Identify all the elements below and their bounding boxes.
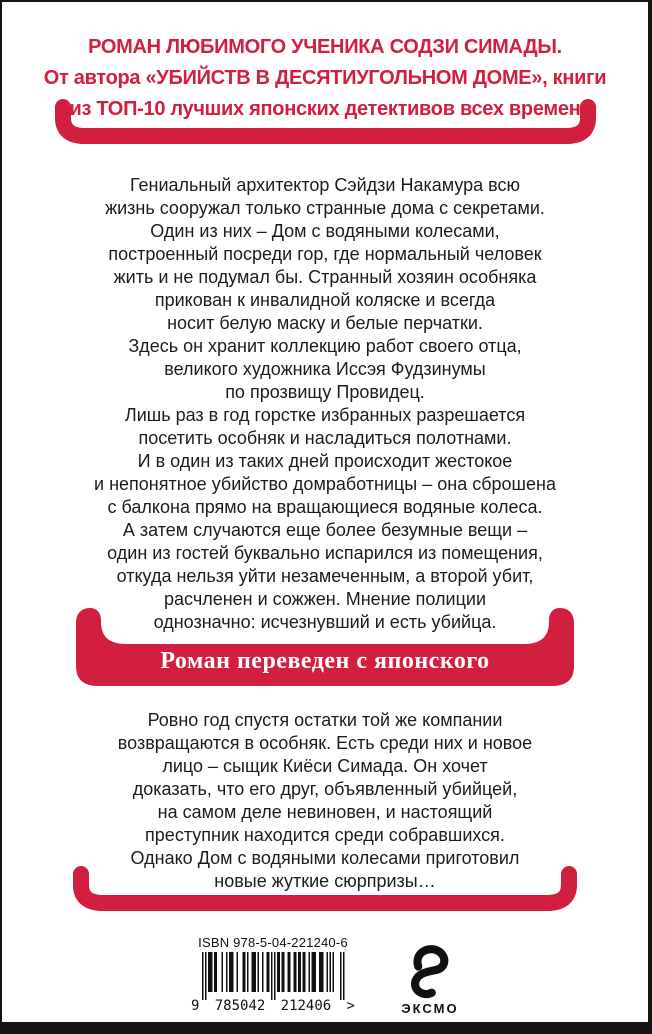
barcode-digit-group: 212406 bbox=[280, 998, 332, 1014]
text-line: И в один из таких дней происходит жестокое bbox=[137, 451, 513, 471]
ribbon-label: Роман переведен с японского bbox=[160, 648, 490, 674]
text-line: Однако Дом с водяными колесами приготовил bbox=[130, 848, 520, 868]
cover-bottom-edge bbox=[0, 1022, 652, 1034]
publisher-block bbox=[401, 943, 459, 1016]
text-line: жить и не подумал бы. Странный хозяин особняка bbox=[113, 267, 537, 287]
text-line: по прозвищу Провидец. bbox=[225, 382, 425, 402]
text-line: и непонятное убийство домработницы – она сброшена bbox=[94, 474, 556, 494]
footer bbox=[2, 935, 648, 1016]
barcode-digits bbox=[191, 998, 355, 1014]
text-line: возвращаются в особняк. Есть среди них и новое bbox=[117, 733, 533, 753]
text-line: преступник находится среди собравшихся. bbox=[145, 825, 505, 845]
publisher-name: ЭКСМО bbox=[401, 1001, 459, 1016]
barcode bbox=[202, 952, 345, 1000]
headline-block bbox=[2, 32, 648, 125]
text-line: носит белую маску и белые перчатки. bbox=[167, 313, 483, 333]
text-line: Здесь он хранит коллекцию работ своего отца, bbox=[128, 336, 522, 356]
text-line: с балкона прямо на вращающиеся водяные колеса. bbox=[107, 497, 543, 517]
text-line: Гениальный архитектор Сэйдзи Накамура всю bbox=[129, 175, 521, 195]
text-line: откуда нельзя уйти незамеченным, а второй убит, bbox=[116, 566, 534, 586]
text-line: построенный посреди гор, где нормальный человек bbox=[108, 244, 542, 264]
text-line: Ровно год спустя остатки той же компании bbox=[147, 710, 503, 730]
isbn-label: ISBN 978-5-04-221240-6 bbox=[198, 935, 348, 950]
text-line: Лишь раз в год горстке избранных разрешается bbox=[124, 405, 526, 425]
barcode-digit-group: 785042 bbox=[214, 998, 266, 1014]
text-line: посетить особняк и насладиться полотнами. bbox=[138, 428, 512, 448]
isbn-block bbox=[191, 935, 355, 1014]
text-line: прикован к инвалидной коляске и всегда bbox=[154, 290, 496, 310]
barcode-digit-group: > bbox=[346, 998, 355, 1014]
text-line: расчленен и сожжен. Мнение полиции bbox=[164, 589, 486, 609]
text-line: Один из них – Дом с водяными колесами, bbox=[150, 221, 500, 241]
synopsis-part1 bbox=[2, 174, 648, 634]
text-line: жизнь сооружал только странные дома с секретами. bbox=[105, 198, 545, 218]
text-line: РОМАН ЛЮБИМОГО УЧЕНИКА СОДЗИ СИМАДЫ. bbox=[88, 36, 562, 58]
text-line: лицо – сыщик Киёси Симада. Он хочет bbox=[162, 756, 488, 776]
text-line: на самом деле невиновен, и настоящий bbox=[157, 802, 493, 822]
text-line: доказать, что его друг, объявленный убийцей, bbox=[132, 779, 518, 799]
text-line: великого художника Иссэя Фудзинумы bbox=[164, 359, 486, 379]
text-line: однозначно: исчезнувший и есть убийца. bbox=[153, 612, 497, 632]
text-line: из ТОП-10 лучших японских детективов всех времен bbox=[69, 98, 581, 120]
barcode-digit-group: 9 bbox=[191, 998, 200, 1014]
text-line: А затем случаются еще более безумные вещи – bbox=[122, 520, 528, 540]
ribbon-banner bbox=[74, 608, 576, 688]
text-line: новые жуткие сюрпризы… bbox=[214, 871, 436, 891]
text-line: один из гостей буквально испарился из помещения, bbox=[107, 543, 543, 563]
eksmo-logo-icon bbox=[401, 943, 459, 999]
text-line: От автора «УБИЙСТВ В ДЕСЯТИУГОЛЬНОМ ДОМЕ», книги bbox=[43, 67, 607, 89]
